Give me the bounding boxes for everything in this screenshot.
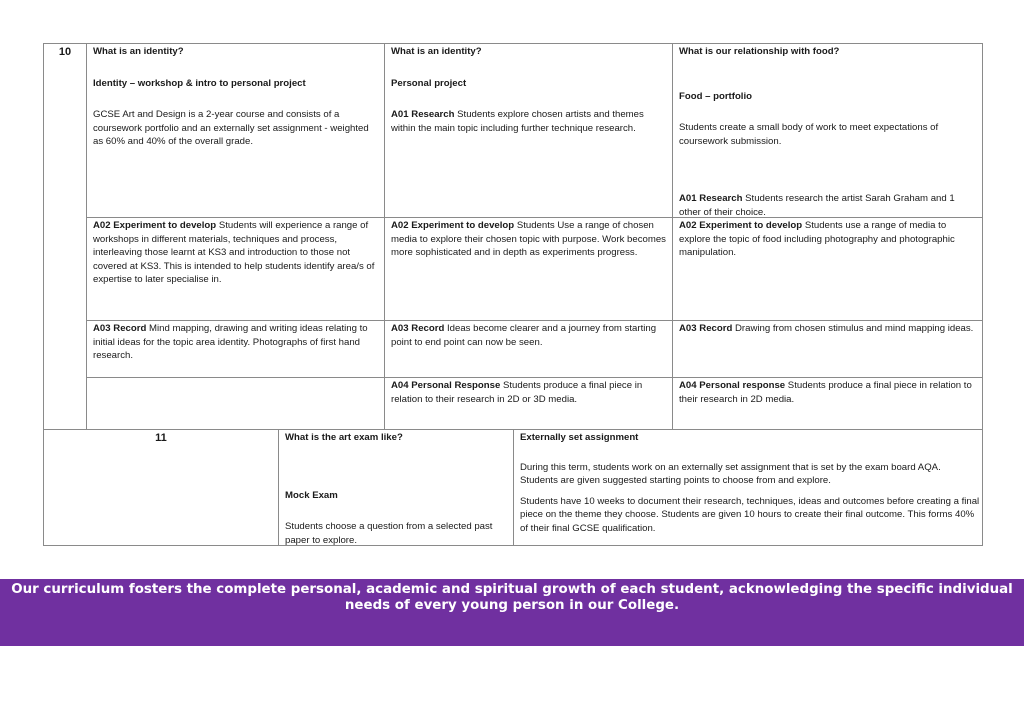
row10-col1-intro-cell xyxy=(93,45,381,149)
row10-col3-a02-cell xyxy=(679,219,979,260)
objective-label: A04 Personal Response xyxy=(391,380,501,391)
cell-text: Students create a small body of work to meet expectations of coursework submission. xyxy=(679,122,939,147)
grid-line xyxy=(384,43,385,429)
row-number-10: 10 xyxy=(58,46,72,58)
objective-label: A02 Experiment to develop xyxy=(93,220,217,231)
objective-label: A03 Record xyxy=(679,323,733,334)
cell-question: What is an identity? xyxy=(93,46,184,57)
cell-text: Students choose a question from a selected past paper to explore. xyxy=(285,521,493,546)
grid-line xyxy=(672,43,673,429)
row10-col3-intro-cell xyxy=(679,45,979,220)
cell-question: What is our relationship with food? xyxy=(679,46,840,57)
cell-title: Identity – workshop & intro to personal project xyxy=(93,77,306,89)
row10-col1-a03-cell xyxy=(93,322,381,363)
row10-col2-a03-cell xyxy=(391,322,669,349)
footer-text: Our curriculum fosters the complete personal, academic and spiritual growth of each student, acknowledging the specific individual needs of every young person in our College. xyxy=(11,582,1013,613)
grid-line xyxy=(982,43,983,546)
objective-text: Students produce a final piece in relation to their research in 2D media. xyxy=(679,380,972,405)
cell-title: Food – portfolio xyxy=(679,90,753,102)
objective-label: A03 Record xyxy=(391,323,445,334)
row10-col2-a04-cell xyxy=(391,379,669,406)
row10-col3-a04-cell xyxy=(679,379,979,406)
row10-col3-a03-cell xyxy=(679,322,979,336)
grid-line xyxy=(278,429,279,546)
objective-label: A01 Research xyxy=(391,109,455,121)
cell-text: During this term, students work on an externally set assignment that is set by the exam board AQA. Students are given suggested starting points to choose from and explore. xyxy=(520,461,941,487)
row10-col2-intro-cell xyxy=(391,45,669,135)
row10-col2-a02-cell xyxy=(391,219,669,260)
row11-col2-cell xyxy=(520,431,980,536)
objective-text: Mind mapping, drawing and writing ideas relating to initial ideas for the topic area identity. Photographs of first hand research. xyxy=(93,323,368,362)
grid-line xyxy=(86,43,87,429)
cell-text: Students have 10 weeks to document their research, techniques, ideas and outcomes before creating a final piece on the theme they choose. Students are given 10 hours to create their final outcome. This forms 40% of their final GCSE qualification. xyxy=(520,495,980,534)
grid-line xyxy=(43,43,983,44)
grid-line xyxy=(43,545,983,546)
cell-question: What is an identity? xyxy=(391,46,482,57)
cell-text: GCSE Art and Design is a 2-year course and consists of a coursework portfolio and an externally set assignment - weighted as 60% and 40% of the overall grade. xyxy=(93,109,369,148)
cell-question: What is the art exam like? xyxy=(285,432,403,443)
footer-banner xyxy=(0,579,1024,646)
cell-title: Mock Exam xyxy=(285,489,338,501)
objective-text: Students Use a range of chosen media to explore their chosen topic with purpose. Work becomes more sophisticated and in depth as experiments progress. xyxy=(391,220,666,259)
objective-label: A01 Research xyxy=(679,193,743,205)
objective-label: A03 Record xyxy=(93,323,147,334)
objective-text: Students use a range of media to explore the topic of food including photography and photographic manipulation. xyxy=(679,220,955,259)
grid-line xyxy=(513,429,514,546)
grid-line xyxy=(86,320,983,321)
row11-col1-cell xyxy=(285,431,510,547)
objective-text: Students explore chosen artists and themes within the main topic including further technique research. xyxy=(391,109,644,134)
objective-text: Ideas become clearer and a journey from starting point to end point can now be seen. xyxy=(391,323,657,348)
objective-text: Students produce a final piece in relation to their research in 2D or 3D media. xyxy=(391,380,643,405)
objective-label: A04 Personal response xyxy=(679,380,786,391)
objective-label: A02 Experiment to develop xyxy=(679,220,803,231)
grid-line xyxy=(43,43,44,546)
grid-line xyxy=(86,377,983,378)
objective-label: A02 Experiment to develop xyxy=(391,220,515,231)
cell-title: Externally set assignment xyxy=(520,432,639,443)
objective-text: Students will experience a range of workshops in different materials, techniques and process, interleaving those learnt at KS3 and introduction to those not covered at KS3. This is intended to help students identify area/s of expertise to later specialise in. xyxy=(93,220,375,286)
row10-col1-a02-cell xyxy=(93,219,381,287)
objective-text: Students research the artist Sarah Graham and 1 other of their choice. xyxy=(679,193,955,218)
cell-title: Personal project xyxy=(391,77,467,89)
objective-text: Drawing from chosen stimulus and mind mapping ideas. xyxy=(732,323,974,334)
row-number-11: 11 xyxy=(155,432,167,444)
